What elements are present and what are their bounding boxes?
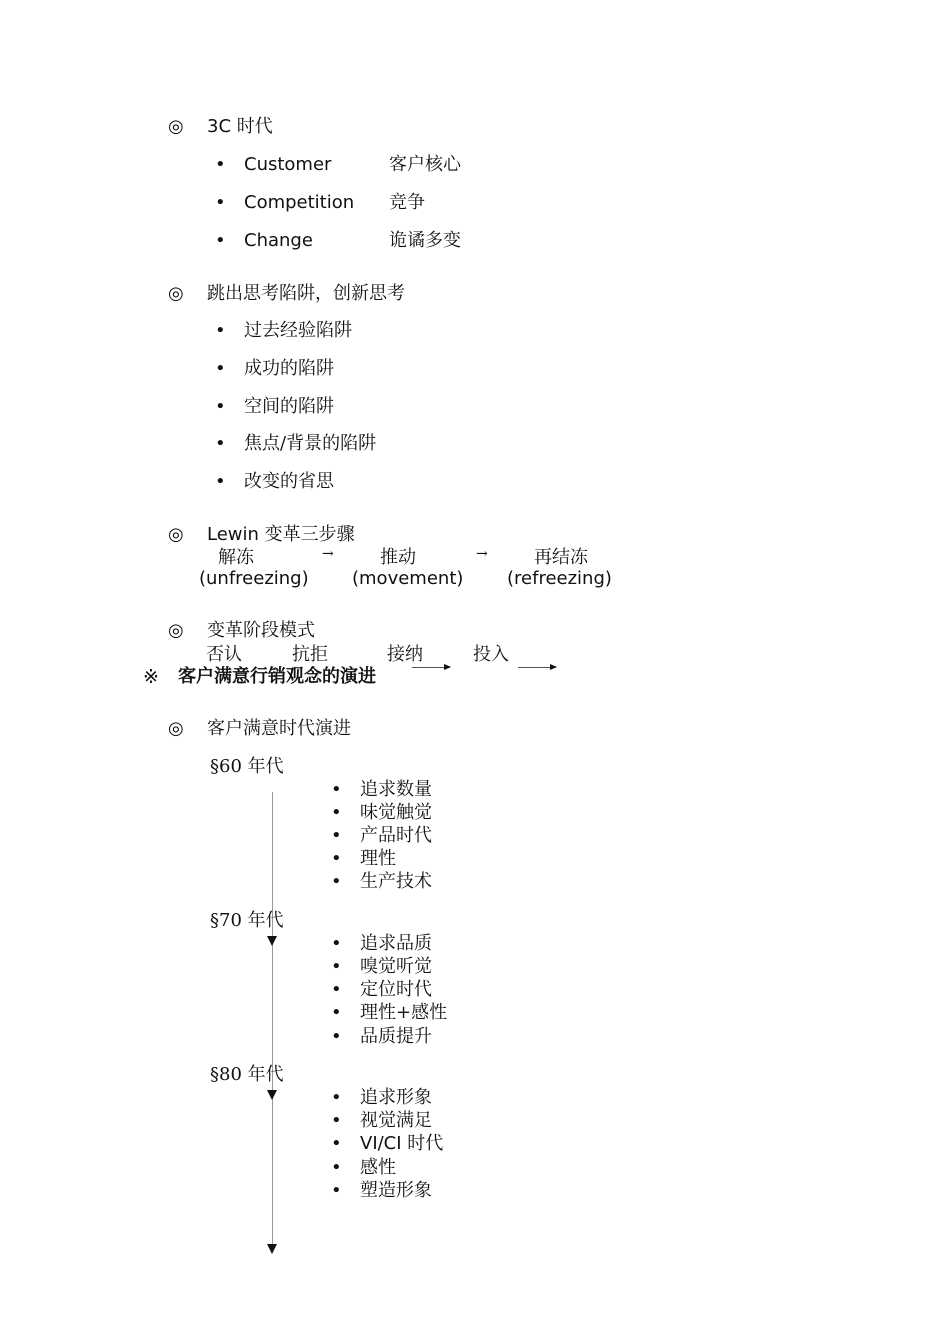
lewin-step-zh: 推动: [380, 547, 416, 568]
trap-item: 空间的陷阱: [244, 396, 334, 417]
stage-label: 投入: [473, 644, 509, 665]
reference-mark-icon: ※: [143, 666, 159, 688]
stage-label: 抗拒: [292, 644, 328, 665]
bullet-marker: •: [331, 1180, 342, 1201]
circle-marker: ◎: [168, 718, 184, 739]
era-label: §60 年代: [210, 756, 284, 777]
lewin-step-en: (movement): [352, 568, 464, 589]
arrow-down-icon: [267, 936, 277, 946]
section-evolution-heading: 客户满意时代演进: [207, 718, 351, 739]
3c-item-zh: 诡谲多变: [389, 230, 461, 251]
arrow-down-icon: [267, 1090, 277, 1100]
era-item: 味觉触觉: [360, 802, 432, 823]
bullet-marker: •: [331, 871, 342, 892]
circle-marker: ◎: [168, 116, 184, 137]
bullet-marker: •: [215, 320, 226, 341]
section-traps-heading: 跳出思考陷阱，创新思考: [207, 283, 405, 304]
bullet-marker: •: [331, 802, 342, 823]
arrow-right-icon: →: [322, 546, 334, 562]
timeline-line: [272, 792, 273, 1248]
era-label: §70 年代: [210, 910, 284, 931]
era-label: §80 年代: [210, 1064, 284, 1085]
era-item: 嗅觉听觉: [360, 956, 432, 977]
circle-marker: ◎: [168, 620, 184, 641]
arrow-right-icon: [412, 667, 450, 668]
bullet-marker: •: [331, 825, 342, 846]
era-item: 感性: [360, 1157, 396, 1178]
3c-item-en: Competition: [244, 192, 355, 213]
era-item: 追求数量: [360, 779, 432, 800]
section-stages-heading: 变革阶段模式: [207, 620, 315, 641]
bullet-marker: •: [331, 779, 342, 800]
section-3c-heading: 3C 时代: [207, 116, 273, 137]
bullet-marker: •: [331, 1002, 342, 1023]
bullet-marker: •: [331, 848, 342, 869]
lewin-step-zh: 解冻: [218, 547, 254, 568]
lewin-step-en: (unfreezing): [199, 568, 309, 589]
bullet-marker: •: [331, 933, 342, 954]
bullet-marker: •: [331, 1157, 342, 1178]
bullet-marker: •: [215, 192, 226, 213]
bullet-marker: •: [331, 1110, 342, 1131]
era-item: 追求形象: [360, 1087, 432, 1108]
arrow-down-icon: [267, 1244, 277, 1254]
era-item: 视觉满足: [360, 1110, 432, 1131]
bullet-marker: •: [331, 1087, 342, 1108]
section-lewin-heading: Lewin 变革三步骤: [207, 524, 355, 545]
3c-item-en: Customer: [244, 154, 332, 175]
era-item: 品质提升: [360, 1026, 432, 1047]
stage-label: 接纳: [387, 644, 423, 665]
era-item: 产品时代: [360, 825, 432, 846]
arrow-right-icon: →: [476, 546, 488, 562]
trap-item: 焦点/背景的陷阱: [244, 433, 377, 454]
era-item: 追求品质: [360, 933, 432, 954]
stage-label: 否认: [206, 644, 242, 665]
trap-item: 过去经验陷阱: [244, 320, 352, 341]
bullet-marker: •: [215, 471, 226, 492]
era-item: 理性+感性: [360, 1002, 448, 1023]
bullet-marker: •: [215, 230, 226, 251]
bullet-marker: •: [331, 979, 342, 1000]
bullet-marker: •: [331, 956, 342, 977]
bullet-marker: •: [215, 396, 226, 417]
bullet-marker: •: [331, 1026, 342, 1047]
bullet-marker: •: [215, 433, 226, 454]
lewin-step-zh: 再结冻: [534, 547, 588, 568]
main-heading: 客户满意行销观念的演进: [178, 666, 376, 687]
bullet-marker: •: [215, 358, 226, 379]
lewin-step-en: (refreezing): [507, 568, 612, 589]
circle-marker: ◎: [168, 524, 184, 545]
trap-item: 改变的省思: [244, 471, 334, 492]
circle-marker: ◎: [168, 283, 184, 304]
era-item: 生产技术: [360, 871, 432, 892]
trap-item: 成功的陷阱: [244, 358, 334, 379]
arrow-right-icon: [518, 667, 556, 668]
3c-item-zh: 竞争: [389, 192, 425, 213]
3c-item-zh: 客户核心: [389, 154, 461, 175]
bullet-marker: •: [331, 1133, 342, 1154]
era-item: VI/CI 时代: [360, 1133, 444, 1154]
3c-item-en: Change: [244, 230, 313, 251]
era-item: 定位时代: [360, 979, 432, 1000]
bullet-marker: •: [215, 154, 226, 175]
era-item: 理性: [360, 848, 396, 869]
era-item: 塑造形象: [360, 1180, 432, 1201]
